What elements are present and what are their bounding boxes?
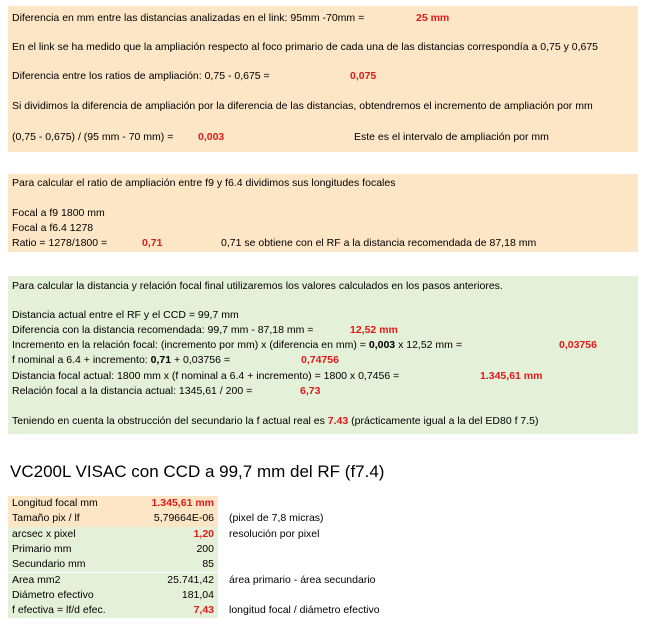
row-value: 25.741,42 (167, 573, 214, 586)
row-note: longitud focal / diámetro efectivo (229, 604, 380, 617)
link-text: En el link se ha medido que la ampliación respecto al foco primario de cada una de las distancias correspondía a 0,75 y 0,675 (12, 41, 599, 53)
dist-actual: Distancia actual entre el RF y el CCD = 99,7 mm (12, 309, 239, 321)
row-label: Primario mm (12, 542, 72, 555)
obstruccion-value: 7.43 (327, 415, 349, 427)
dist-intro: Para calcular la distancia y relación focal final utilizaremos los valores calculados en los pasos anteriores. (12, 280, 503, 292)
ratio-label: Ratio = 1278/1800 = (12, 237, 108, 249)
formula-note: Este es el intervalo de ampliación por mm (354, 131, 549, 143)
foco-f64: Focal a f6.4 1278 (12, 222, 94, 234)
obstruccion-label-a: Teniendo en cuenta la obstrucción del secundario la f actual real es (12, 415, 325, 427)
row-value: 1,20 (193, 527, 214, 540)
section-ampliacion (8, 6, 638, 152)
row-value: 181,04 (181, 588, 214, 601)
ratio-value: 0,71 (142, 237, 163, 249)
row-note: área primario - área secundario (229, 573, 376, 586)
table-row (8, 527, 218, 542)
row-note: resolución por pixel (229, 527, 320, 540)
table-row (8, 542, 218, 557)
row-label: Secundario mm (12, 558, 86, 571)
ratio-note: 0,71 se obtiene con el RF a la distancia recomendada de 87,18 mm (221, 237, 537, 249)
row-note: (pixel de 7,8 micras) (229, 512, 324, 525)
diff-value: 25 mm (416, 12, 450, 24)
formula-value: 0,003 (198, 131, 225, 143)
table-row (8, 496, 218, 511)
ratio-diff-value: 0,075 (350, 70, 377, 82)
row-value: 200 (196, 542, 214, 555)
row-value: 7,43 (193, 604, 214, 617)
row-label: arcsec x pixel (12, 527, 76, 540)
row-label: Longitud focal mm (12, 497, 98, 509)
rel-focal-value: 6,73 (300, 385, 321, 397)
ratio-diff-label: Diferencia entre los ratios de ampliación: 0,75 - 0,675 = (12, 70, 270, 82)
diff-label: Diferencia en mm entre las distancias analizadas en el link: 95mm -70mm = (12, 12, 365, 24)
row-label: f efectiva = lf/d efec. (12, 604, 106, 617)
page-title: VC200L VISAC con CCD a 99,7 mm del RF (f7.4) (10, 462, 385, 481)
incremento-label-b: x 12,52 mm = (398, 339, 462, 351)
incremento-line (12, 339, 462, 351)
obstruccion-label-b: (prácticamente igual a la del ED80 f 7.5) (351, 415, 539, 427)
divide-text: Si dividimos la diferencia de ampliación por la diferencia de las distancias, obtendremos el incremento de ampliación por mm (12, 100, 593, 112)
row-value: 85 (202, 558, 214, 571)
fnominal-label-a: f nominal a 6.4 + incremento: (12, 354, 148, 366)
row-value: 1.345,61 mm (151, 497, 214, 509)
table-row (8, 511, 218, 526)
section-distancia (8, 276, 638, 434)
obstruccion-line (12, 415, 539, 427)
diff-recomendada-value: 12,52 mm (350, 324, 398, 336)
row-value: 5,79664E-06 (153, 512, 214, 525)
rel-focal-label: Relación focal a la distancia actual: 1345,61 / 200 = (12, 385, 253, 397)
table-row (8, 573, 218, 588)
row-label: Area mm2 (12, 573, 61, 586)
dist-focal-value: 1.345,61 mm (480, 370, 543, 382)
fnominal-bold: 0,71 (150, 354, 172, 366)
incremento-bold: 0,003 (368, 339, 396, 351)
section-ratio (8, 174, 638, 252)
dist-focal-label: Distancia focal actual: 1800 mm x (f nominal a 6.4 + incremento) = 1800 x 0,7456 = (12, 370, 400, 382)
fnominal-value: 0,74756 (301, 354, 339, 366)
formula-label: (0,75 - 0,675) / (95 mm - 70 mm) = (12, 131, 174, 143)
row-label: Tamaño pix / lf (12, 512, 80, 525)
ratio-intro: Para calcular el ratio de ampliación entre f9 y f6.4 dividimos sus longitudes focales (12, 177, 396, 189)
row-label: Diámetro efectivo (12, 588, 94, 601)
table-row (8, 603, 218, 618)
fnominal-line (12, 354, 230, 366)
table-row (8, 588, 218, 603)
fnominal-label-b: + 0,03756 = (173, 354, 231, 366)
table-row (8, 557, 218, 572)
incremento-label-a: Incremento en la relación focal: (incremento por mm) x (diferencia en mm) = (12, 339, 366, 351)
foco-f9: Focal a f9 1800 mm (12, 207, 105, 219)
diff-recomendada-label: Diferencia con la distancia recomendada: 99,7 mm - 87,18 mm = (12, 324, 314, 336)
incremento-value: 0,03756 (559, 339, 597, 351)
